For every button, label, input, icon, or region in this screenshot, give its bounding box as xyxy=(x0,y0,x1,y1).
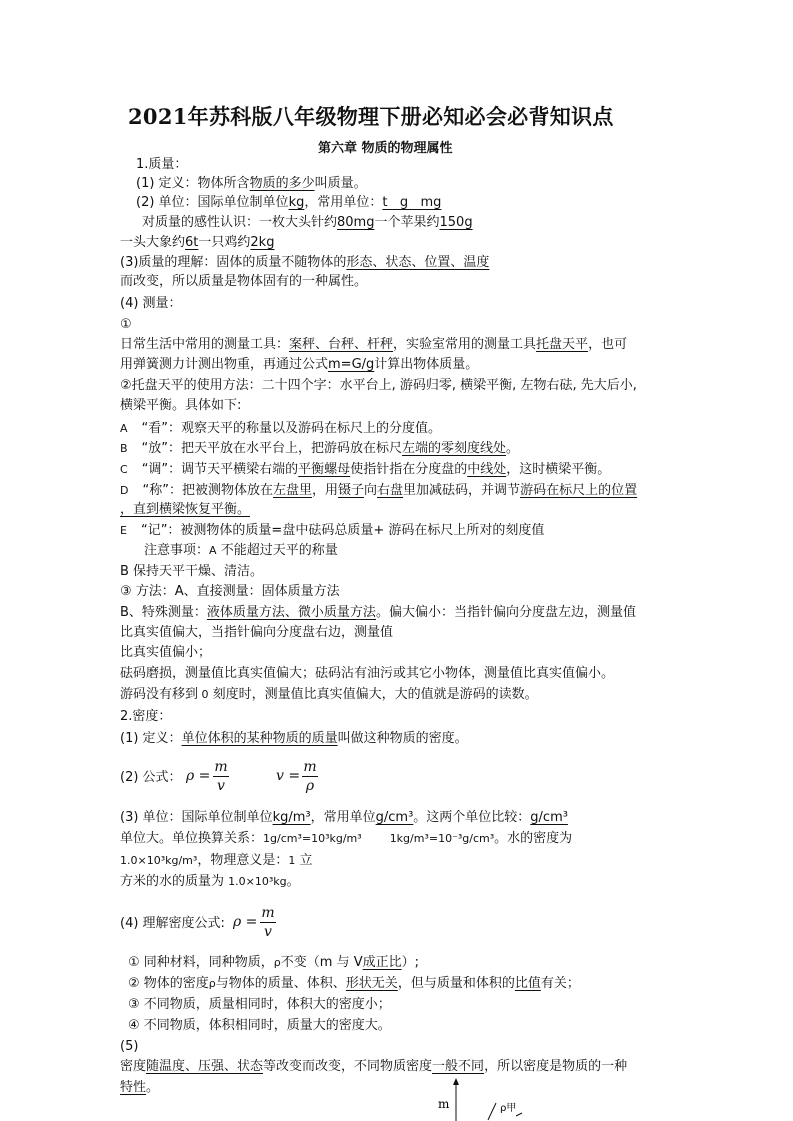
graph-line-rho xyxy=(488,1103,496,1120)
understand-formula-label: (4) 理解密度公式: xyxy=(120,916,225,931)
methods-line-4: 比真实值偏小； xyxy=(120,645,212,660)
density-unit-2: 单位大。单位换算关系：1g/cm³=10³kg/m³ 1kg/m³=10⁻³g/cm³。水的密度为 xyxy=(120,831,573,846)
density-unit-3: 1.0×10³kg/m³，物理意义是：1 立 xyxy=(120,853,313,868)
step-c: C “调”：调节天平横梁右端的平衡螺母使指针指在分度盘的中线处，这时横梁平衡。 xyxy=(120,462,611,477)
methods-line-1: ③ 方法：A、直接测量：固体质量方法 xyxy=(120,584,340,599)
measure-tools-2: 用弹簧测力计测出物重，再通过公式m=G/g计算出物体质量。 xyxy=(120,357,479,372)
balance-usage-1: ②托盘天平的使用方法：二十四个字：水平台上, 游码归零, 横梁平衡, 左物右砝, 先大后小, xyxy=(120,378,637,393)
graph-y-axis-label: m xyxy=(438,1097,450,1111)
methods-line-5: 砝码磨损，测量值比真实值偏大；砝码沾有油污或其它小物体，测量值比真实值偏小。 xyxy=(120,666,615,681)
density-point-3: ③ 不同物质，质量相同时，体积大的密度小； xyxy=(128,997,391,1012)
mass-unit: (2) 单位：国际单位制单位kg，常用单位：t g mg xyxy=(136,195,442,210)
step-d: D “称”：把被测物体放在左盘里，用镊子向右盘里加减砝码，并调节游码在标尺上的位置 xyxy=(120,483,638,498)
notes-line-2: B 保持天平干燥、清洁。 xyxy=(120,564,264,579)
mass-definition: (1) 定义：物体所含物质的多少叫质量。 xyxy=(136,176,367,191)
circle-one: ① xyxy=(120,317,132,332)
understand-formula-fraction: m v xyxy=(261,905,275,940)
volume-formula-lhs: v = xyxy=(276,768,301,784)
methods-line-3: 比真实值偏大，当指针偏向分度盘右边，测量值 xyxy=(120,625,394,640)
density-unit-4: 方米的水的质量为 1.0×10³kg。 xyxy=(120,874,300,889)
understand-formula-lhs: ρ = xyxy=(233,914,258,930)
density-property-1: 密度随温度、压强、状态等改变而改变，不同物质密度一般不同，所以密度是物质的一种 xyxy=(120,1059,628,1074)
chapter-title: 第六章 物质的物理属性 xyxy=(318,141,453,156)
volume-formula-fraction: m ρ xyxy=(303,759,317,794)
notes-line-1: 注意事项：A 不能超过天平的称量 xyxy=(144,543,338,558)
density-point-4: ④ 不同物质，体积相同时，质量大的密度大。 xyxy=(128,1018,391,1033)
density-definition: (1) 定义：单位体积的某种物质的质量叫做这种物质的密度。 xyxy=(120,731,468,746)
formula-label: (2) 公式： xyxy=(120,770,182,785)
mass-heading: 1.质量： xyxy=(136,157,188,172)
density-heading: 2.密度： xyxy=(120,709,172,724)
mass-perception-1: 对质量的感性认识：一枚大头针约80mg一个苹果约150g xyxy=(142,215,473,230)
graph-y-axis-arrow xyxy=(453,1078,459,1085)
methods-line-6: 游码没有移到 0 刻度时，测量值比真实值偏大，大的值就是游码的读数。 xyxy=(120,687,538,702)
density-graph xyxy=(430,1078,540,1121)
density-point-2: ② 物体的密度ρ与物体的质量、体积、形状无关，但与质量和体积的比值有关； xyxy=(128,976,580,991)
graph-tick xyxy=(516,1113,522,1116)
density-formula-fraction: m v xyxy=(214,759,228,794)
step-e: E “记”：被测物体的质量=盘中砝码总质量+ 游码在标尺上所对的刻度值 xyxy=(120,523,545,538)
density-property-2: 特性。 xyxy=(120,1080,160,1095)
measure-heading: (4) 测量： xyxy=(120,296,182,311)
measure-tools-1: 日常生活中常用的测量工具：案秤、台秤、杆秤，实验室常用的测量工具托盘天平，也可 xyxy=(120,337,628,352)
step-b: B “放”：把天平放在水平台上，把游码放在标尺左端的零刻度线处。 xyxy=(120,441,520,456)
page-title: 2021年苏科版八年级物理下册必知必会必背知识点 xyxy=(128,104,614,129)
step-a: A “看”：观察天平的称量以及游码在标尺上的分度值。 xyxy=(120,421,442,436)
step-d-continued: ，直到横梁恢复平衡。 xyxy=(120,502,251,517)
density-point-1: ① 同种材料，同种物质，ρ不变（m 与 V成正比）; xyxy=(128,955,420,970)
methods-line-2: B、特殊测量：液体质量方法、微小质量方法。偏大偏小：当指针偏向分度盘左边，测量值 xyxy=(120,605,636,620)
density-formula-lhs: ρ = xyxy=(186,768,211,784)
density-unit-1: (3) 单位：国际单位制单位kg/m³，常用单位g/cm³。这两个单位比较：g/cm³ xyxy=(120,810,568,825)
balance-usage-2: 横梁平衡。具体如下: xyxy=(120,398,242,413)
mass-understanding-2: 而改变，所以质量是物体固有的一种属性。 xyxy=(120,274,368,289)
graph-line-label: ρ甲 xyxy=(500,1103,517,1114)
mass-perception-2: 一头大象约6t一只鸡约2kg xyxy=(120,235,275,250)
mass-understanding-1: (3)质量的理解：固体的质量不随物体的形态、状态、位置、温度 xyxy=(120,255,490,270)
point-five-label: (5) xyxy=(120,1039,139,1054)
